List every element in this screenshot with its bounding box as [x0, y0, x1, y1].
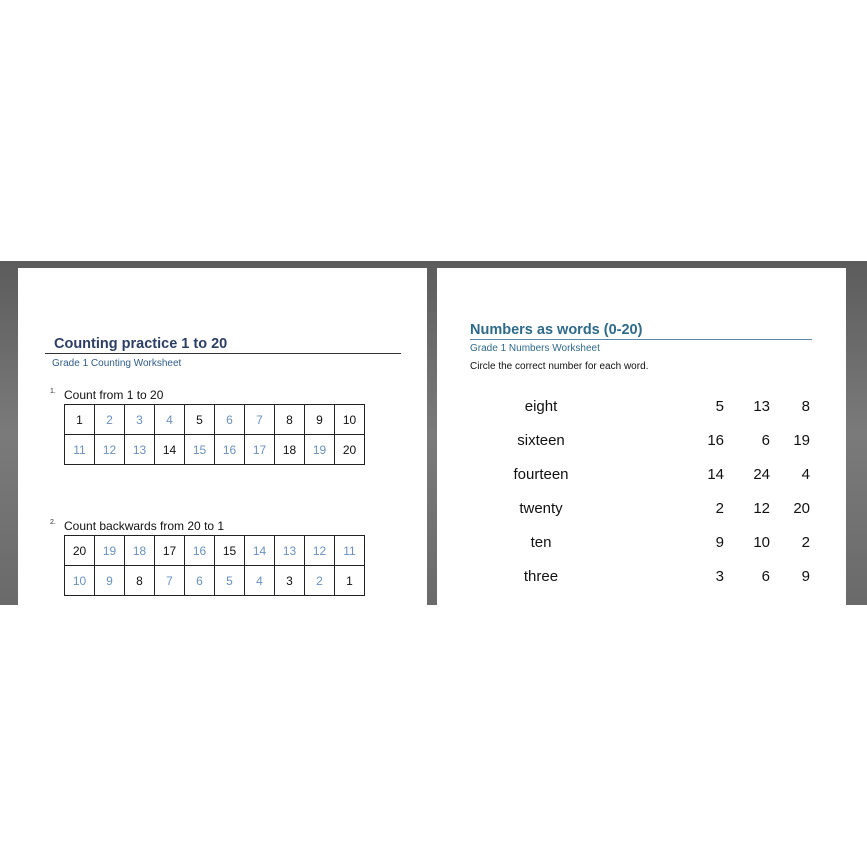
number-cell: 4 — [155, 405, 185, 435]
number-cell: 10 — [335, 405, 365, 435]
number-cell: 19 — [305, 435, 335, 465]
count-backward-grid — [64, 535, 365, 596]
number-cell: 19 — [95, 536, 125, 566]
question-instruction: Count backwards from 20 to 1 — [64, 519, 225, 533]
number-cell: 3 — [125, 405, 155, 435]
number-cell: 17 — [155, 536, 185, 566]
number-cell: 8 — [275, 405, 305, 435]
number-option[interactable]: 6 — [761, 432, 770, 449]
worksheet-title: Numbers as words (0-20) — [470, 322, 643, 338]
number-cell: 14 — [155, 435, 185, 465]
number-cell: 6 — [215, 405, 245, 435]
number-cell: 1 — [65, 405, 95, 435]
number-cell: 5 — [215, 566, 245, 596]
number-option[interactable]: 9 — [715, 534, 724, 551]
worksheet-instruction: Circle the correct number for each word. — [470, 361, 649, 372]
number-option[interactable]: 5 — [715, 398, 724, 415]
number-cell: 15 — [215, 536, 245, 566]
grid-row — [65, 566, 365, 596]
word-row — [437, 534, 846, 558]
number-word: sixteen — [517, 432, 565, 449]
number-cell: 17 — [245, 435, 275, 465]
number-word: eight — [524, 398, 558, 415]
grid-row — [65, 536, 365, 566]
number-option[interactable]: 2 — [715, 500, 724, 517]
number-option[interactable]: 24 — [753, 466, 770, 483]
number-option[interactable]: 10 — [753, 534, 770, 551]
number-option[interactable]: 2 — [801, 534, 810, 551]
number-cell: 2 — [95, 405, 125, 435]
number-cell: 20 — [335, 435, 365, 465]
number-cell: 1 — [335, 566, 365, 596]
number-cell: 13 — [275, 536, 305, 566]
number-cell: 20 — [65, 536, 95, 566]
number-option[interactable]: 12 — [753, 500, 770, 517]
question-instruction: Count from 1 to 20 — [64, 388, 164, 402]
number-word: twenty — [519, 500, 563, 517]
number-option[interactable]: 9 — [801, 568, 810, 585]
number-cell: 4 — [245, 566, 275, 596]
number-cell: 7 — [155, 566, 185, 596]
worksheet-title: Counting practice 1 to 20 — [54, 336, 228, 352]
number-cell: 18 — [275, 435, 305, 465]
number-option[interactable]: 8 — [801, 398, 810, 415]
word-row — [437, 398, 846, 422]
word-row — [437, 500, 846, 524]
number-option[interactable]: 19 — [793, 432, 810, 449]
number-option[interactable]: 14 — [707, 466, 724, 483]
title-rule — [45, 353, 401, 354]
number-cell: 15 — [185, 435, 215, 465]
number-cell: 9 — [95, 566, 125, 596]
number-cell: 6 — [185, 566, 215, 596]
number-cell: 16 — [215, 435, 245, 465]
number-cell: 2 — [305, 566, 335, 596]
number-option[interactable]: 6 — [761, 568, 770, 585]
title-rule — [470, 339, 812, 340]
number-cell: 13 — [125, 435, 155, 465]
number-cell: 3 — [275, 566, 305, 596]
number-cell: 10 — [65, 566, 95, 596]
question-number: 2. — [50, 519, 56, 526]
grid-row — [65, 405, 365, 435]
number-words-worksheet-page — [437, 268, 846, 605]
worksheet-subtitle: Grade 1 Numbers Worksheet — [470, 343, 600, 354]
number-cell: 7 — [245, 405, 275, 435]
number-cell: 14 — [245, 536, 275, 566]
number-cell: 9 — [305, 405, 335, 435]
number-word: fourteen — [513, 466, 569, 483]
number-option[interactable]: 13 — [753, 398, 770, 415]
number-cell: 8 — [125, 566, 155, 596]
counting-worksheet-page — [18, 268, 427, 605]
number-option[interactable]: 16 — [707, 432, 724, 449]
number-cell: 16 — [185, 536, 215, 566]
question-number: 1. — [50, 388, 56, 395]
number-option[interactable]: 20 — [793, 500, 810, 517]
number-cell: 11 — [335, 536, 365, 566]
number-cell: 5 — [185, 405, 215, 435]
grid-row — [65, 435, 365, 465]
number-word: ten — [530, 534, 552, 551]
count-forward-grid — [64, 404, 365, 465]
number-word: three — [523, 568, 559, 585]
word-row — [437, 568, 846, 592]
number-cell: 11 — [65, 435, 95, 465]
number-option[interactable]: 3 — [715, 568, 724, 585]
number-option[interactable]: 4 — [801, 466, 810, 483]
number-cell: 18 — [125, 536, 155, 566]
word-row — [437, 466, 846, 490]
number-cell: 12 — [95, 435, 125, 465]
number-cell: 12 — [305, 536, 335, 566]
word-row — [437, 432, 846, 456]
worksheet-subtitle: Grade 1 Counting Worksheet — [52, 358, 182, 369]
